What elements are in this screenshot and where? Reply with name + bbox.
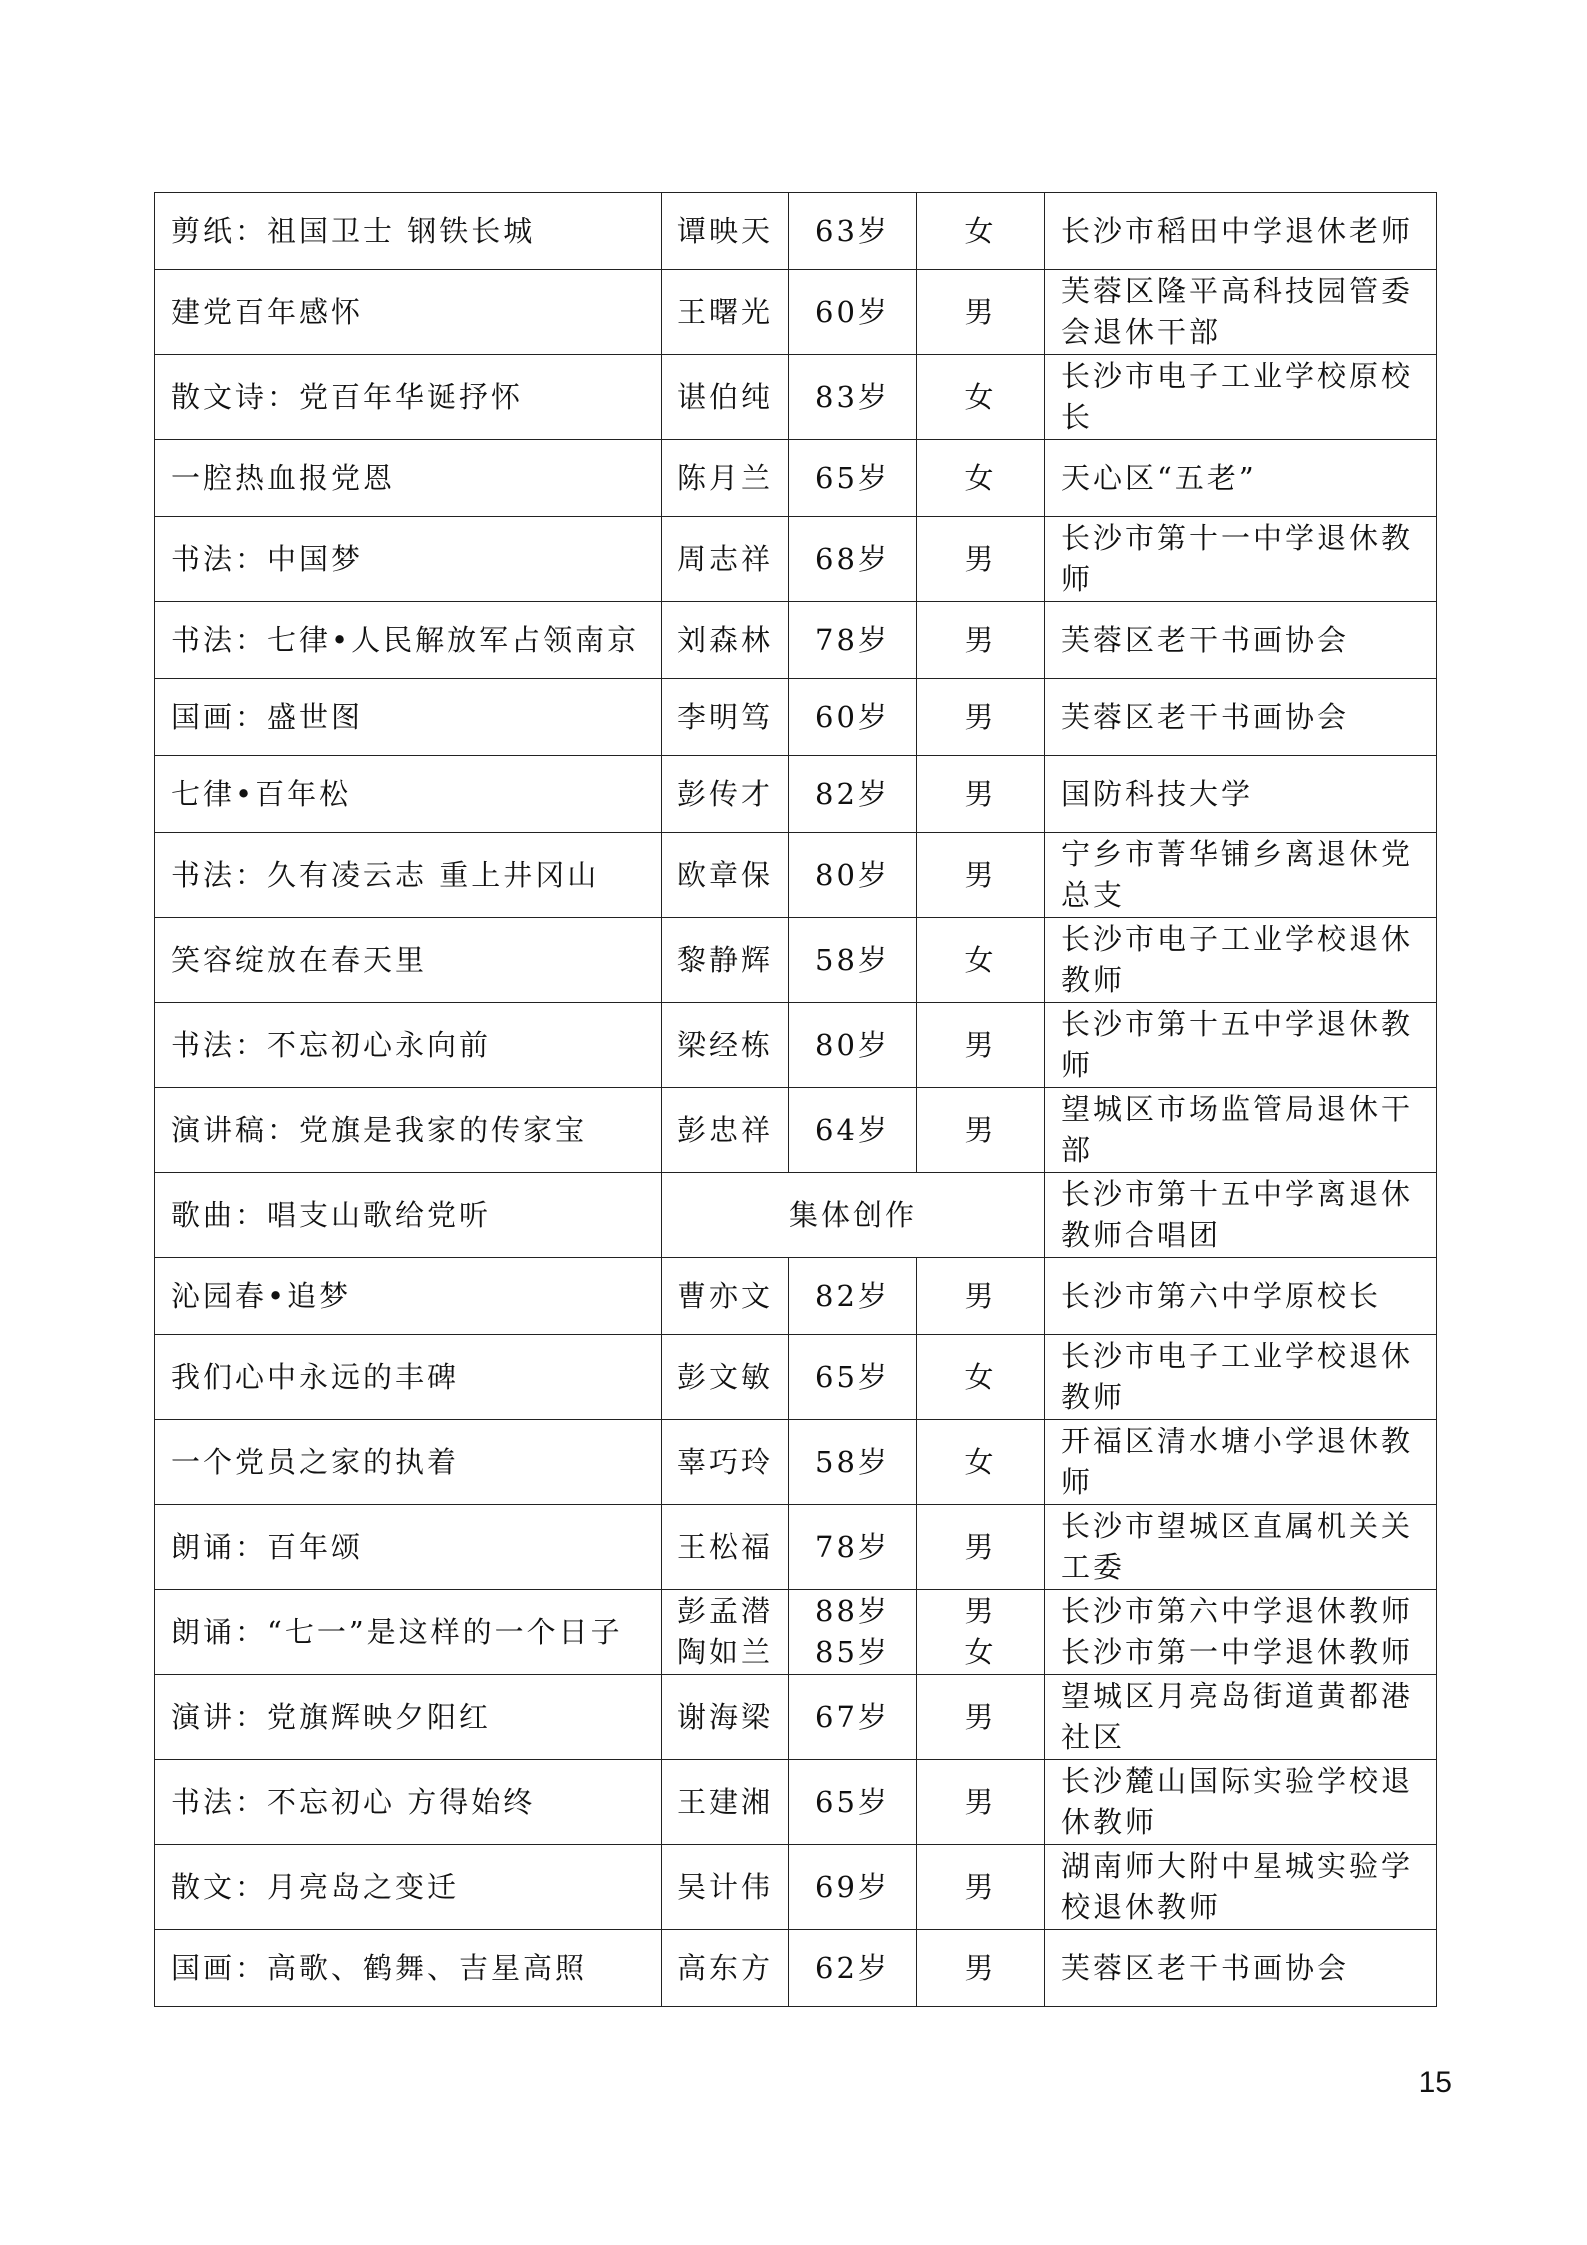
author-name-cell: 刘森林 — [662, 602, 789, 679]
gender-cell: 女 — [917, 193, 1045, 270]
table-row — [155, 1590, 1437, 1675]
unit-cell: 长沙市第六中学原校长 — [1045, 1258, 1437, 1335]
author-name-cell: 黎静辉 — [662, 918, 789, 1003]
gender-cell: 男 — [917, 602, 1045, 679]
age-cell: 63岁 — [789, 193, 917, 270]
unit-line: 长沙市第一中学退休教师 — [1061, 1635, 1414, 1669]
gender-cell: 男 — [917, 1930, 1045, 2007]
unit-cell: 望城区月亮岛街道黄都港社区 — [1045, 1675, 1437, 1760]
gender-cell: 男 — [917, 679, 1045, 756]
gender-cell: 男 — [917, 1003, 1045, 1088]
age-cell — [789, 1590, 917, 1675]
age-cell: 82岁 — [789, 1258, 917, 1335]
unit-cell: 国防科技大学 — [1045, 756, 1437, 833]
table-row — [155, 756, 1437, 833]
author-name-cell: 彭文敏 — [662, 1335, 789, 1420]
work-title-cell: 一个党员之家的执着 — [155, 1420, 662, 1505]
unit-cell: 长沙市第十一中学退休教师 — [1045, 517, 1437, 602]
table-row — [155, 1335, 1437, 1420]
gender-cell: 男 — [917, 270, 1045, 355]
gender-cell: 女 — [917, 440, 1045, 517]
gender-cell: 女 — [917, 355, 1045, 440]
author-name-cell: 梁经栋 — [662, 1003, 789, 1088]
age-cell: 69岁 — [789, 1845, 917, 1930]
gender-cell: 男 — [917, 1505, 1045, 1590]
gender-cell: 女 — [917, 1335, 1045, 1420]
work-title-cell: 国画：盛世图 — [155, 679, 662, 756]
author-name-cell: 谢海梁 — [662, 1675, 789, 1760]
table-row — [155, 355, 1437, 440]
work-title-cell: 沁园春•追梦 — [155, 1258, 662, 1335]
unit-cell: 长沙市第十五中学退休教师 — [1045, 1003, 1437, 1088]
age-cell: 80岁 — [789, 1003, 917, 1088]
unit-cell: 长沙市电子工业学校原校长 — [1045, 355, 1437, 440]
table-row — [155, 193, 1437, 270]
table-row — [155, 270, 1437, 355]
gender-cell: 男 — [917, 517, 1045, 602]
gender-cell: 男 — [917, 833, 1045, 918]
work-title-cell: 建党百年感怀 — [155, 270, 662, 355]
unit-line: 长沙市第六中学退休教师 — [1061, 1594, 1414, 1628]
work-title-cell: 歌曲：唱支山歌给党听 — [155, 1173, 662, 1258]
gender-cell: 男 — [917, 1760, 1045, 1845]
unit-cell: 芙蓉区老干书画协会 — [1045, 1930, 1437, 2007]
work-title-cell: 国画：高歌、鹤舞、吉星高照 — [155, 1930, 662, 2007]
unit-cell: 芙蓉区老干书画协会 — [1045, 679, 1437, 756]
author-name-cell: 谌伯纯 — [662, 355, 789, 440]
table-row — [155, 602, 1437, 679]
author-name-cell: 周志祥 — [662, 517, 789, 602]
author-name-line: 彭孟潜 — [676, 1594, 773, 1628]
author-name-cell: 吴计伟 — [662, 1845, 789, 1930]
gender-cell — [917, 1590, 1045, 1675]
author-name-cell: 王曙光 — [662, 270, 789, 355]
work-title-cell: 散文诗：党百年华诞抒怀 — [155, 355, 662, 440]
work-title-cell: 书法：七律•人民解放军占领南京 — [155, 602, 662, 679]
gender-cell: 女 — [917, 1420, 1045, 1505]
age-cell: 78岁 — [789, 602, 917, 679]
table-row — [155, 1675, 1437, 1760]
table-row — [155, 679, 1437, 756]
gender-cell: 男 — [917, 1258, 1045, 1335]
unit-cell: 长沙市稻田中学退休老师 — [1045, 193, 1437, 270]
author-name-cell: 李明笃 — [662, 679, 789, 756]
gender-cell: 男 — [917, 1675, 1045, 1760]
table-row — [155, 1003, 1437, 1088]
unit-cell: 长沙市电子工业学校退休教师 — [1045, 918, 1437, 1003]
page-number: 15 — [1418, 2066, 1452, 2099]
unit-cell: 望城区市场监管局退休干部 — [1045, 1088, 1437, 1173]
table-row — [155, 1845, 1437, 1930]
unit-cell: 开福区清水塘小学退休教师 — [1045, 1420, 1437, 1505]
work-title-cell: 笑容绽放在春天里 — [155, 918, 662, 1003]
work-title-cell: 演讲：党旗辉映夕阳红 — [155, 1675, 662, 1760]
author-name-cell: 辜巧玲 — [662, 1420, 789, 1505]
unit-cell: 湖南师大附中星城实验学校退休教师 — [1045, 1845, 1437, 1930]
unit-cell: 长沙市电子工业学校退休教师 — [1045, 1335, 1437, 1420]
age-cell: 64岁 — [789, 1088, 917, 1173]
author-name-cell: 高东方 — [662, 1930, 789, 2007]
unit-cell — [1045, 1590, 1437, 1675]
age-cell: 67岁 — [789, 1675, 917, 1760]
gender-cell: 男 — [917, 1088, 1045, 1173]
table-row — [155, 1930, 1437, 2007]
work-title-cell: 书法：不忘初心永向前 — [155, 1003, 662, 1088]
table-row — [155, 440, 1437, 517]
age-cell: 68岁 — [789, 517, 917, 602]
age-line: 88岁 — [815, 1594, 890, 1628]
age-cell: 80岁 — [789, 833, 917, 918]
author-name-cell: 彭传才 — [662, 756, 789, 833]
work-title-cell: 散文：月亮岛之变迁 — [155, 1845, 662, 1930]
unit-cell: 长沙市第十五中学离退休教师合唱团 — [1045, 1173, 1437, 1258]
age-cell: 65岁 — [789, 440, 917, 517]
age-cell: 65岁 — [789, 1335, 917, 1420]
unit-cell: 天心区“五老” — [1045, 440, 1437, 517]
author-name-line: 陶如兰 — [676, 1635, 773, 1669]
age-line: 85岁 — [815, 1635, 890, 1669]
work-title-cell: 我们心中永远的丰碑 — [155, 1335, 662, 1420]
table-row — [155, 918, 1437, 1003]
gender-cell: 女 — [917, 918, 1045, 1003]
works-table — [154, 192, 1437, 2007]
collective-creation-cell: 集体创作 — [662, 1173, 1045, 1258]
gender-line: 男 — [964, 1594, 997, 1628]
table-row — [155, 1760, 1437, 1845]
age-cell: 58岁 — [789, 918, 917, 1003]
table-row — [155, 1173, 1437, 1258]
age-cell: 58岁 — [789, 1420, 917, 1505]
age-cell: 60岁 — [789, 679, 917, 756]
unit-cell: 长沙麓山国际实验学校退休教师 — [1045, 1760, 1437, 1845]
age-cell: 78岁 — [789, 1505, 917, 1590]
unit-cell: 芙蓉区老干书画协会 — [1045, 602, 1437, 679]
author-name-cell: 王松福 — [662, 1505, 789, 1590]
author-name-cell: 欧章保 — [662, 833, 789, 918]
author-name-cell: 彭忠祥 — [662, 1088, 789, 1173]
gender-cell: 男 — [917, 756, 1045, 833]
work-title-cell: 书法：久有凌云志 重上井冈山 — [155, 833, 662, 918]
unit-cell: 长沙市望城区直属机关关工委 — [1045, 1505, 1437, 1590]
work-title-cell: 七律•百年松 — [155, 756, 662, 833]
table-row — [155, 517, 1437, 602]
table-row — [155, 1420, 1437, 1505]
gender-line: 女 — [964, 1635, 997, 1669]
table-row — [155, 1505, 1437, 1590]
work-title-cell: 剪纸：祖国卫士 钢铁长城 — [155, 193, 662, 270]
table-row — [155, 833, 1437, 918]
age-cell: 82岁 — [789, 756, 917, 833]
author-name-cell: 谭映天 — [662, 193, 789, 270]
age-cell: 65岁 — [789, 1760, 917, 1845]
work-title-cell: 朗诵：百年颂 — [155, 1505, 662, 1590]
work-title-cell: 朗诵：“七一”是这样的一个日子 — [155, 1590, 662, 1675]
author-name-cell: 曹亦文 — [662, 1258, 789, 1335]
table-row — [155, 1258, 1437, 1335]
age-cell: 60岁 — [789, 270, 917, 355]
author-name-cell: 王建湘 — [662, 1760, 789, 1845]
table-row — [155, 1088, 1437, 1173]
gender-cell: 男 — [917, 1845, 1045, 1930]
unit-cell: 宁乡市菁华铺乡离退休党总支 — [1045, 833, 1437, 918]
unit-cell: 芙蓉区隆平高科技园管委会退休干部 — [1045, 270, 1437, 355]
author-name-cell: 陈月兰 — [662, 440, 789, 517]
work-title-cell: 书法：中国梦 — [155, 517, 662, 602]
age-cell: 83岁 — [789, 355, 917, 440]
work-title-cell: 书法：不忘初心 方得始终 — [155, 1760, 662, 1845]
work-title-cell: 一腔热血报党恩 — [155, 440, 662, 517]
age-cell: 62岁 — [789, 1930, 917, 2007]
author-name-cell — [662, 1590, 789, 1675]
work-title-cell: 演讲稿：党旗是我家的传家宝 — [155, 1088, 662, 1173]
